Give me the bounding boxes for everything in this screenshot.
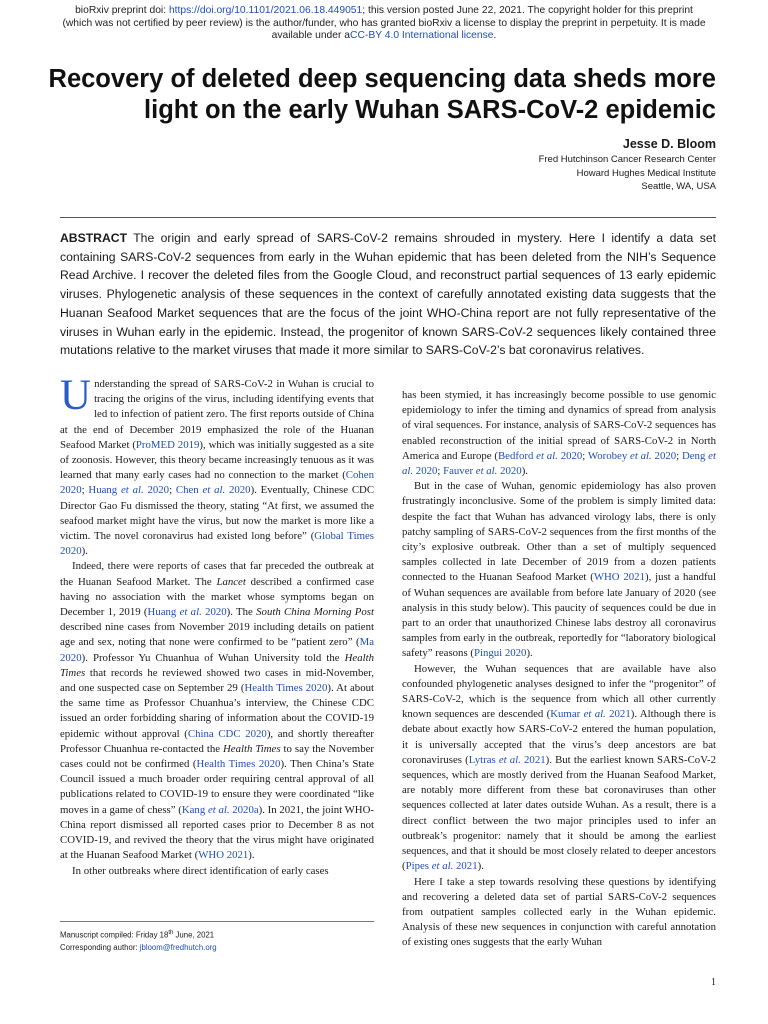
- citation-link[interactable]: 2020: [143, 484, 170, 497]
- citation-link[interactable]: Kumar: [550, 708, 584, 721]
- citation-link[interactable]: et al.: [402, 449, 716, 478]
- footnote-text: Corresponding author:: [60, 943, 140, 953]
- paragraph: [60, 864, 374, 879]
- body-text: to say the November cases could not be confirmed (: [60, 742, 374, 771]
- email-link[interactable]: jbloom@fredhutch.org: [139, 943, 217, 953]
- page-number: 1: [711, 977, 716, 988]
- body-text: ).: [81, 545, 88, 558]
- body-text: However, the Wuhan sequences that are available have also confounded phylogenetic analyses designed to infer the “progenitor” of SARS-CoV-2, which is the sequence from which all other currently known sequences are descended (: [402, 662, 716, 721]
- body-text: ).: [526, 647, 533, 660]
- citation-link[interactable]: Fauver: [443, 465, 476, 478]
- paragraph: [60, 559, 374, 863]
- biorxiv-header: [0, 5, 768, 43]
- citation-link[interactable]: Health Times 2020: [244, 682, 328, 695]
- manuscript-compiled-note: [60, 927, 380, 942]
- citation-link[interactable]: Ma 2020: [60, 636, 374, 664]
- citation-link[interactable]: WHO 2021: [198, 849, 249, 862]
- paragraph: [60, 372, 375, 559]
- paragraph: [402, 479, 716, 661]
- corresponding-author-note: [60, 942, 380, 955]
- body-text: Here I take a step towards resolving these questions by identifying and recovering a deleted data set of partial SARS-CoV-2 sequences from outpatient samples collected early in the Wuhan epidemic. Analysis of these new sequences in conjunction with careful annotation of existing ones suggests that the early Wuhan: [402, 875, 716, 949]
- body-text: ). Eventually, Chinese CDC Director Gao Fu dismissed the theory, stating “At first, we assumed the seafood market might have the virus, but now the market is more like a victim. The novel coronavirus had existed long before” (: [60, 484, 375, 543]
- header-text: available under a: [271, 30, 351, 41]
- body-text: ). At about the same time as Professor Chuanhua’s interview, the Chinese CDC issued an order forbidding sharing of information about the COVID-19 epidemic without approval (: [60, 682, 374, 740]
- affiliation: Seattle, WA, USA: [641, 181, 716, 192]
- publication-name: Health Times: [222, 742, 281, 755]
- citation-link[interactable]: et al.: [583, 708, 606, 721]
- publication-name: Lancet: [216, 575, 246, 588]
- paper-title: Recovery of deleted deep sequencing data sheds more light on the early Wuhan SARS-CoV-2 epidemic: [48, 65, 716, 124]
- citation-link[interactable]: Lytras: [468, 753, 499, 766]
- citation-link[interactable]: et al.: [121, 484, 144, 497]
- citation-link[interactable]: Worobey: [587, 449, 631, 462]
- citation-link[interactable]: ProMED 2019: [135, 438, 200, 451]
- citation-link[interactable]: et al.: [498, 753, 521, 766]
- body-text: ), which was initially suggested as a site of zoonosis. However, this theory became increasingly tenuous as it was learned that many early cases had no connection to the market (: [60, 438, 374, 482]
- body-text: ). Although there is debate about exactly how SARS-CoV-2 entered the human population, it is universally accepted that the virus’s deep ancestors are bat coronaviruses (: [402, 708, 717, 766]
- divider: [60, 217, 716, 218]
- citation-link[interactable]: 2021: [520, 753, 546, 766]
- body-text: In other outbreaks where direct identification of early cases: [72, 864, 329, 877]
- body-text: ). The: [226, 606, 257, 619]
- body-text: ), just a handful of Wuhan sequences are available from before late January of 2020 (see analysis in this study below). This paucity of sequences could be due in part to an order that unauthorized Chinese labs destroy all coronavirus samples from early in the outbreak, reportedly for “laboratory biological safety” reasons (: [402, 571, 717, 660]
- body-text: Indeed, there were reports of cases that far preceded the outbreak at the Huanan Seafood Market. The: [60, 560, 374, 588]
- citation-link[interactable]: Deng: [681, 449, 709, 462]
- citation-link[interactable]: 2020: [413, 465, 438, 478]
- license-link[interactable]: CC-BY 4.0 International license: [350, 30, 494, 41]
- footnotes: [60, 927, 380, 955]
- citation-link[interactable]: Global Times 2020: [60, 530, 374, 558]
- paragraph: [402, 875, 716, 951]
- citation-link[interactable]: 2020: [651, 449, 677, 462]
- body-text: ), and shortly thereafter Professor Chuanhua re-contacted the: [60, 727, 375, 755]
- body-text: ;: [582, 449, 588, 462]
- body-text: ).: [477, 860, 484, 873]
- citation-link[interactable]: China CDC 2020: [187, 727, 267, 740]
- biorxiv-header-line-2: (which was not certified by peer review) is the author/funder, who has granted bioRxiv a license to display the preprint in perpetuity. It is made: [62, 17, 706, 29]
- citation-link[interactable]: Health Times 2020: [196, 758, 281, 771]
- citation-link[interactable]: 2021: [605, 708, 631, 721]
- body-text: has been stymied, it has increasingly become possible to use genomic epidemiology to infer the timing and dynamics of spread from analysis of viral sequences. For instance, analysis of SARS-CoV-2 sequences has enabled reconstruction of the initial spread of SARS-CoV-2 in North America and Europe (: [402, 389, 716, 462]
- citation-link[interactable]: et al.: [431, 860, 454, 873]
- citation-link[interactable]: 2020: [557, 449, 583, 462]
- publication-name: South China Morning Post: [256, 606, 374, 619]
- body-text: described a confirmed case having no association with the market whose symptoms began on December 1, 2019 (: [60, 575, 374, 619]
- body-text: But in the case of Wuhan, genomic epidemiology has also proven frustratingly inconclusive. Some of the problem is simply limited data: despite the fact that Wuhan has advanced virology labs, there is only patchy sampling of SARS-CoV-2 sequences from the first months of the city’s explosive outbreak. Other than a set of multiply sequenced samples collected in late December of 2019 from a dozen patients connected to the Huanan Seafood Market (: [402, 480, 716, 584]
- publication-name: Health Times: [60, 651, 374, 679]
- left-column: [60, 372, 375, 879]
- citation-link[interactable]: Chen: [175, 484, 203, 497]
- citation-link[interactable]: et al.: [179, 606, 202, 619]
- body-text: ). Professor Yu Chuanhua of Wuhan University told the: [81, 651, 345, 664]
- body-text: ). Then China’s State Council issued a much broader order requiring central approval of all publications related to COVID-19 to ensure they were coordinated “like moves in a game of chess” (: [60, 758, 375, 816]
- citation-link[interactable]: 2020: [201, 606, 227, 619]
- citation-link[interactable]: et al.: [536, 449, 558, 462]
- citation-link[interactable]: 2020a: [229, 803, 259, 816]
- body-text: ;: [81, 484, 89, 497]
- citation-link[interactable]: WHO 2021: [593, 571, 645, 584]
- body-text: ;: [437, 465, 444, 478]
- body-text: described nine cases from November 2019 including details on patient age and sex, noting that none were confirmed to be “patient zero” (: [60, 621, 374, 649]
- footnote-text: June, 2021: [173, 930, 215, 940]
- body-text: that records he reviewed showed two cases in mid-November, and one suspected case on September 29 (: [60, 666, 374, 695]
- paragraph: [402, 662, 716, 875]
- citation-link[interactable]: et al.: [630, 449, 652, 462]
- citation-link[interactable]: 2020: [497, 465, 522, 478]
- citation-link[interactable]: Pipes: [405, 860, 432, 873]
- footnote-sup: th: [168, 930, 174, 936]
- body-text: ). But the earliest known SARS-CoV-2 sequences, which are mostly derived from the Huanan Seafood Market, are notably more different from these bat coronaviruses than other sequences collected at later dates outside Wuhan. As a result, there is a direct conflict between the two major principles used to infer an outbreak’s progenitor: namely that it should be among the earliest sequences, and that it should be most closely related to deeper ancestors (: [402, 753, 717, 873]
- citation-link[interactable]: et al.: [202, 484, 226, 497]
- abstract-label: ABSTRACT: [60, 231, 128, 245]
- affiliation: Fred Hutchinson Cancer Research Center: [538, 154, 716, 165]
- citation-link[interactable]: et al.: [475, 465, 498, 478]
- drop-cap: U: [60, 372, 92, 419]
- body-text: ). In 2021, the joint WHO-China report dismissed all reported cases prior to December 8 as not COVID-19, and revived the theory that the virus might have originated at the Huanan Seafood Market (: [60, 803, 374, 862]
- abstract: [60, 229, 716, 360]
- paragraph: [402, 388, 716, 479]
- biorxiv-header-line-3: [0, 30, 768, 43]
- body-text: nderstanding the spread of SARS-CoV-2 in Wuhan is crucial to tracing the origins of the virus, including identifying events that led to infection of patient zero. The first reports outside of China at the end of December 2019 emphasized the role of the Huanan Seafood Market (: [60, 378, 374, 451]
- footnote-divider: [60, 921, 374, 922]
- biorxiv-header-line-1: [0, 5, 768, 18]
- body-text: ;: [676, 449, 682, 462]
- citation-link[interactable]: Huang: [88, 484, 121, 497]
- citation-link[interactable]: 2020: [225, 484, 251, 497]
- citation-link[interactable]: Huang: [147, 606, 180, 619]
- header-text: bioRxiv preprint doi:: [75, 5, 169, 16]
- body-text: ).: [248, 849, 255, 862]
- citation-link[interactable]: Pingui 2020: [473, 647, 527, 660]
- affiliations: [539, 153, 716, 194]
- citation-link[interactable]: Cohen 2020: [60, 469, 374, 497]
- header-text: .: [493, 30, 497, 41]
- right-column: [402, 388, 716, 951]
- affiliation: Howard Hughes Medical Institute: [576, 167, 716, 179]
- author-name: Jesse D. Bloom: [622, 137, 716, 151]
- body-text: ;: [169, 484, 176, 497]
- abstract-text: The origin and early spread of SARS-CoV-2 remains shrouded in mystery. Here I identify a data set containing SARS-CoV-2 sequences from early in the Wuhan epidemic that has been deleted from the NIH’s Sequence Read Archive. I recover the deleted files from the Google Cloud, and reconstruct partial sequences of 13 early epidemic viruses. Phylogenetic analysis of these sequences in the context of carefully annotated existing data suggests that the Huanan Seafood Market sequences that are the focus of the joint WHO-China report are not fully representative of the viruses in Wuhan early in the epidemic. Instead, the progenitor of known SARS-CoV-2 sequences likely contained three mutations relative to the market viruses that made it more similar to SARS-CoV-2’s bat coronavirus relatives.: [60, 231, 716, 358]
- citation-link[interactable]: et al.: [207, 803, 230, 816]
- doi-link[interactable]: https://doi.org/10.1101/2021.06.18.449051: [168, 5, 363, 16]
- citation-link[interactable]: Kang: [181, 803, 208, 816]
- body-text: ).: [521, 465, 528, 478]
- header-text: ; this version posted June 22, 2021. The copyright holder for this preprint: [362, 5, 693, 16]
- citation-link[interactable]: Bedford: [497, 449, 537, 462]
- footnote-text: Manuscript compiled: Friday 18: [60, 930, 169, 940]
- citation-link[interactable]: 2021: [453, 860, 478, 873]
